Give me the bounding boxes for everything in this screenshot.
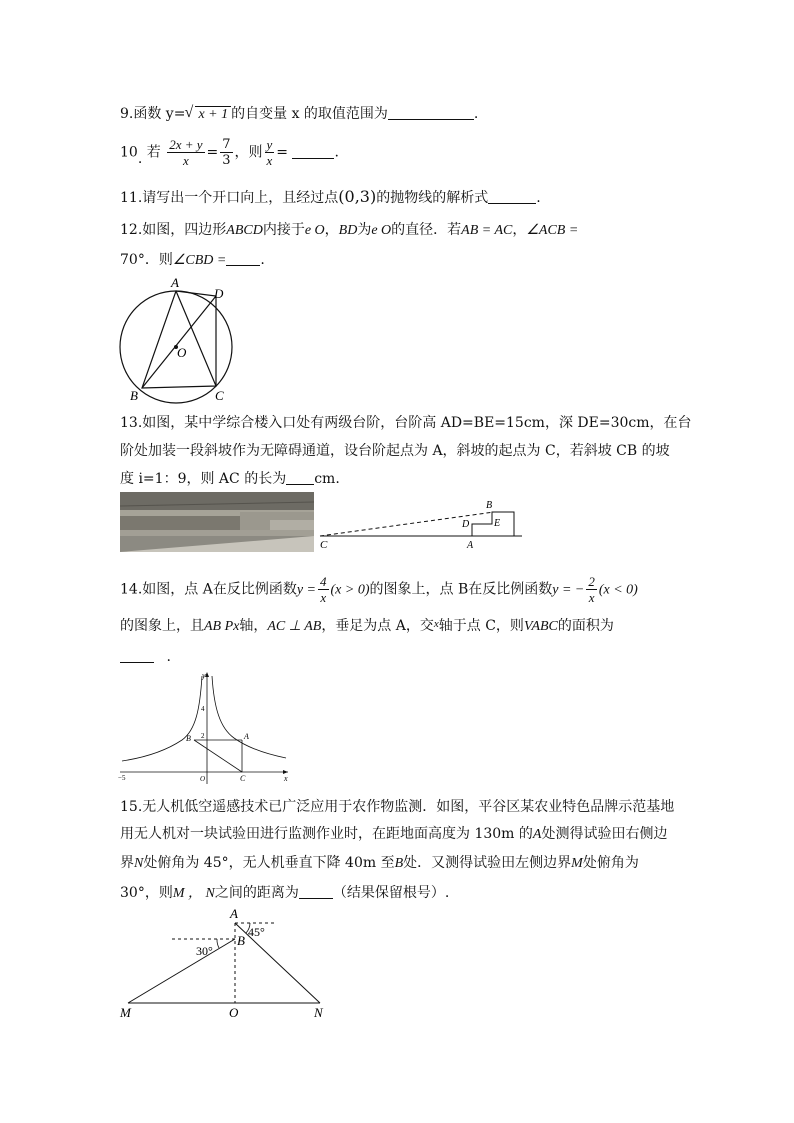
question-9: 9.函数 y=√ x + 1 的自变量 x 的取值范围为 . [120,103,478,123]
graph-label-C: C [240,774,246,783]
drone-label-B: B [237,933,245,948]
question-15-line-2: 用无人机对一块试验田进行监测作业时，在距地面高度为 130m 的A处测得试验田右侧边 [120,826,668,842]
ground-label-O: O [229,1005,239,1020]
question-15-line-4: 30°，则M ， N之间的距离为 （结果保留根号）. [120,885,450,901]
question-14-line-3: . [120,648,171,665]
graph-label-A: A [244,732,249,741]
point-label-C: C [215,388,224,403]
q12-answer-blank[interactable] [226,251,260,266]
ramp-label-B: B [486,500,493,511]
q13-answer-blank[interactable] [286,470,314,485]
ground-label-M: M [120,1005,131,1020]
q12-circle-figure [112,272,252,406]
question-14-line-2: 的图象上，且AB Px轴，AC ⊥ AB，垂足为点 A，交$^x$轴于点 C，则VABC的面积为 [120,618,614,634]
q14-hyperbola-graph [116,668,292,786]
point-label-A: A [171,275,179,290]
tick-neg5: −5 [118,774,126,782]
graph-label-B: B [186,734,191,743]
q9-text: 9.函数 y= [120,106,186,122]
q15-drone-diagram [112,905,342,1025]
q11-answer-blank[interactable] [488,189,536,204]
ground-label-N: N [314,1005,323,1020]
q14-answer-blank[interactable] [120,648,154,663]
question-12-line-1: 12.如图，四边形ABCD内接于e O，BD为e O的直径．若AB = AC，∠ACB = [120,222,579,238]
question-15-line-1: 15.无人机低空遥感技术已广泛应用于农作物监测．如图，平谷区某农业特色品牌示范基地 [120,799,675,815]
ramp-label-C: C [320,539,328,551]
point-label-O: O [177,345,187,360]
ramp-label-E: E [494,518,501,529]
q10-answer-blank[interactable] [292,144,334,159]
question-14-line-1: 14.如图，点 A在反比例函数y = $\frac{4}{x}$ (x > 0)的图象上，点 B在反比例函数y = − $\frac{2}{x}$ (x < 0) [120,574,638,605]
question-13-line-3: 度 i=1：9，则 AC 的长为 cm. [120,471,340,487]
drone-label-A: A [230,906,238,921]
angle-30: 30° [196,944,213,958]
q10-fraction-3: $\frac{y}{x}$ [266,137,273,168]
q14-fraction-1: $\frac{4}{x}$ [320,574,327,605]
origin-label: O [200,775,206,783]
q9-text-b: 的自变量 x 的取值范围为 [231,106,388,122]
question-15-line-3: 界N处俯角为 45°，无人机垂直下降 40m 至B处．又测得试验田左侧边界M处俯角为 [120,855,639,871]
ramp-label-D: D [462,519,470,530]
question-11: 11.请写出一个开口向上，且经过点(0,3)的抛物线的解析式 . [120,187,541,206]
q13-entrance-photo [120,492,314,552]
question-13-line-2: 阶处加装一段斜坡作为无障碍通道，设台阶起点为 A，斜坡的起点为 C，若斜坡 CB 的坡 [120,443,670,459]
q10-label: 10 [120,144,138,161]
tick-2: 2 [201,732,205,740]
question-13-line-1: 13.如图，某中学综合楼入口处有两级台阶，台阶高 AD=BE=15cm，深 DE=30cm，在台 [120,415,692,431]
angle-45: 45° [248,925,265,939]
q13-ramp-diagram [318,494,524,554]
question-10: 10. 若 $\frac{2x + y}{x}$ = $\frac{7}{3}$ ，则 $\frac{y}{x}$ = . [120,137,339,168]
q14-fraction-2: $\frac{2}{x}$ [588,574,595,605]
point-label-B: B [130,388,138,403]
q10-fraction-1: $\frac{2x + y}{x}$ [169,137,203,168]
y-axis-label: y [202,671,206,680]
x-axis-label: x [284,774,288,783]
q11-point: (0,3) [338,187,377,206]
q9-answer-blank[interactable] [388,105,474,120]
question-12-line-2: 70°．则∠CBD = . [120,252,265,268]
q10-fraction-2: $\frac{7}{3}$ [222,137,231,168]
point-label-D: D [214,286,224,301]
tick-4: 4 [201,705,205,713]
q9-radical: √ x + 1 [195,106,231,123]
ramp-label-A: A [467,540,474,551]
q15-answer-blank[interactable] [299,884,333,899]
